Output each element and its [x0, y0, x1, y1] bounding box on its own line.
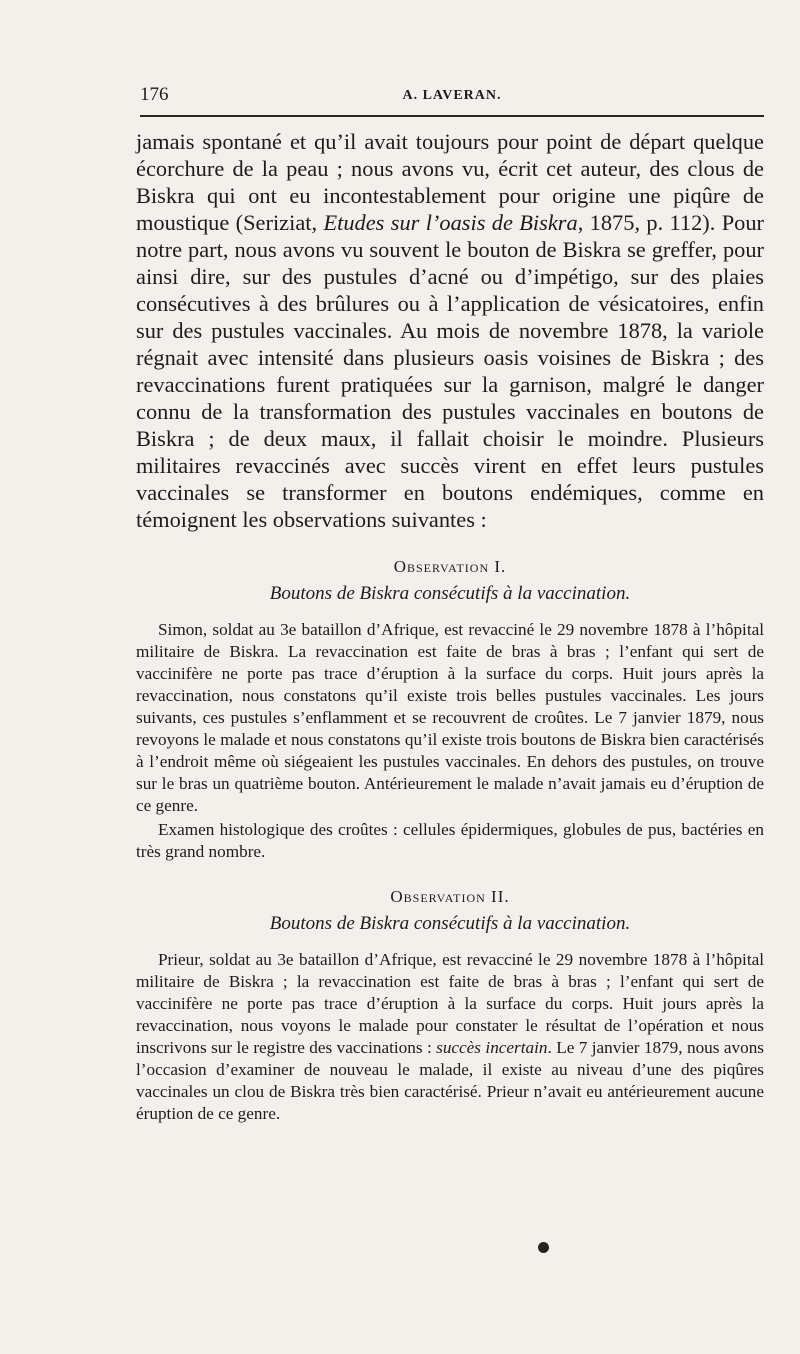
header-rule	[140, 115, 764, 117]
main-paragraph-part2: , 1875, p. 112). Pour notre part, nous avons vu souvent le bouton de Biskra se greffer, pour ainsi dire, sur des pustules d’acné ou d’impétigo, sur des plaies consécutives à des brûlures ou à l’application de vésicatoires, enfin sur des pustules vaccinales. Au mois de novembre 1878, la variole régnait avec intensité dans plusieurs oasis voisines de Biskra ; des revaccinations furent pratiquées sur la garnison, malgré le danger connu de la transformation des pustules vaccinales en boutons de Biskra ; de deux maux, il fallait choisir le moindre. Plusieurs militaires revaccinés avec succès virent en effet leurs pustules vaccinales se transformer en boutons endémiques, comme en témoignent les observations suivantes :	[136, 210, 764, 532]
running-title: A. LAVERAN.	[402, 88, 502, 103]
observation-2-part2: . Le 7 janvier 1879, nous avons l’occasion d’examiner de nouveau le malade, il existe au niveau d’une des piqûres vaccinales un clou de Biskra très bien caractérisé. Prieur n’avait eu antérieurement aucune éruption de ce genre.	[136, 1038, 764, 1123]
main-paragraph	[136, 128, 764, 533]
observation-2-heading: Observation II.	[390, 887, 510, 906]
running-head	[140, 84, 764, 110]
observation-1-heading: Observation I.	[393, 557, 507, 576]
observation-1-paragraph: Simon, soldat au 3e bataillon d’Afrique, est revacciné le 29 novembre 1878 à l’hôpital militaire de Biskra. La revaccination est faite de bras à bras ; l’enfant qui sert de vaccinifère ne porte pas trace d’éruption à la surface du corps. Huit jours après la revaccination, nous constatons qu’il existe trois belles pustules vaccinales. Les jours suivants, ces pustules s’enflamment et se recouvrent de croûtes. Le 7 janvier 1879, nous revoyons le malade et nous constatons qu’il existe trois boutons de Biskra bien caractérisés à l’endroit même où siégeaient les pustules vaccinales. En dehors des pustules, on trouve sur le bras un quatrième bouton. Antérieurement le malade n’avait jamais eu d’éruption de ce genre.	[136, 620, 764, 815]
main-paragraph-part1: jamais spontané et qu’il avait toujours pour point de départ quelque écorchure de la peau ; nous avons vu, écrit cet auteur, des clous de Biskra qui ont eu incontestablement pour origine une piqûre de moustique (Seriziat,	[136, 129, 764, 235]
ink-spot	[538, 1242, 549, 1253]
observation-2-paragraph	[136, 949, 764, 1125]
vaccination-result: succès incertain	[436, 1038, 548, 1057]
page-body	[136, 128, 764, 1125]
observation-1-histology: Examen histologique des croûtes : cellules épidermiques, globules de pus, bactéries en très grand nombre.	[136, 820, 764, 861]
page-number: 176	[140, 84, 169, 105]
observation-1-subtitle: Boutons de Biskra consécutifs à la vaccination.	[269, 583, 631, 604]
citation-title: Etudes sur l’oasis de Biskra	[323, 210, 578, 235]
observation-2-part1: Prieur, soldat au 3e bataillon d’Afrique, est revacciné le 29 novembre 1878 à l’hôpital militaire de Biskra ; la revaccination est faite de bras à bras ; l’enfant qui sert de vaccinifère ne porte pas trace d’éruption à la surface du corps. Huit jours après la revaccination, nous voyons le malade pour constater le résultat de l’opération et nous inscrivons sur le registre des vaccinations :	[136, 950, 764, 1057]
observation-2-subtitle: Boutons de Biskra consécutifs à la vaccination.	[269, 913, 631, 934]
